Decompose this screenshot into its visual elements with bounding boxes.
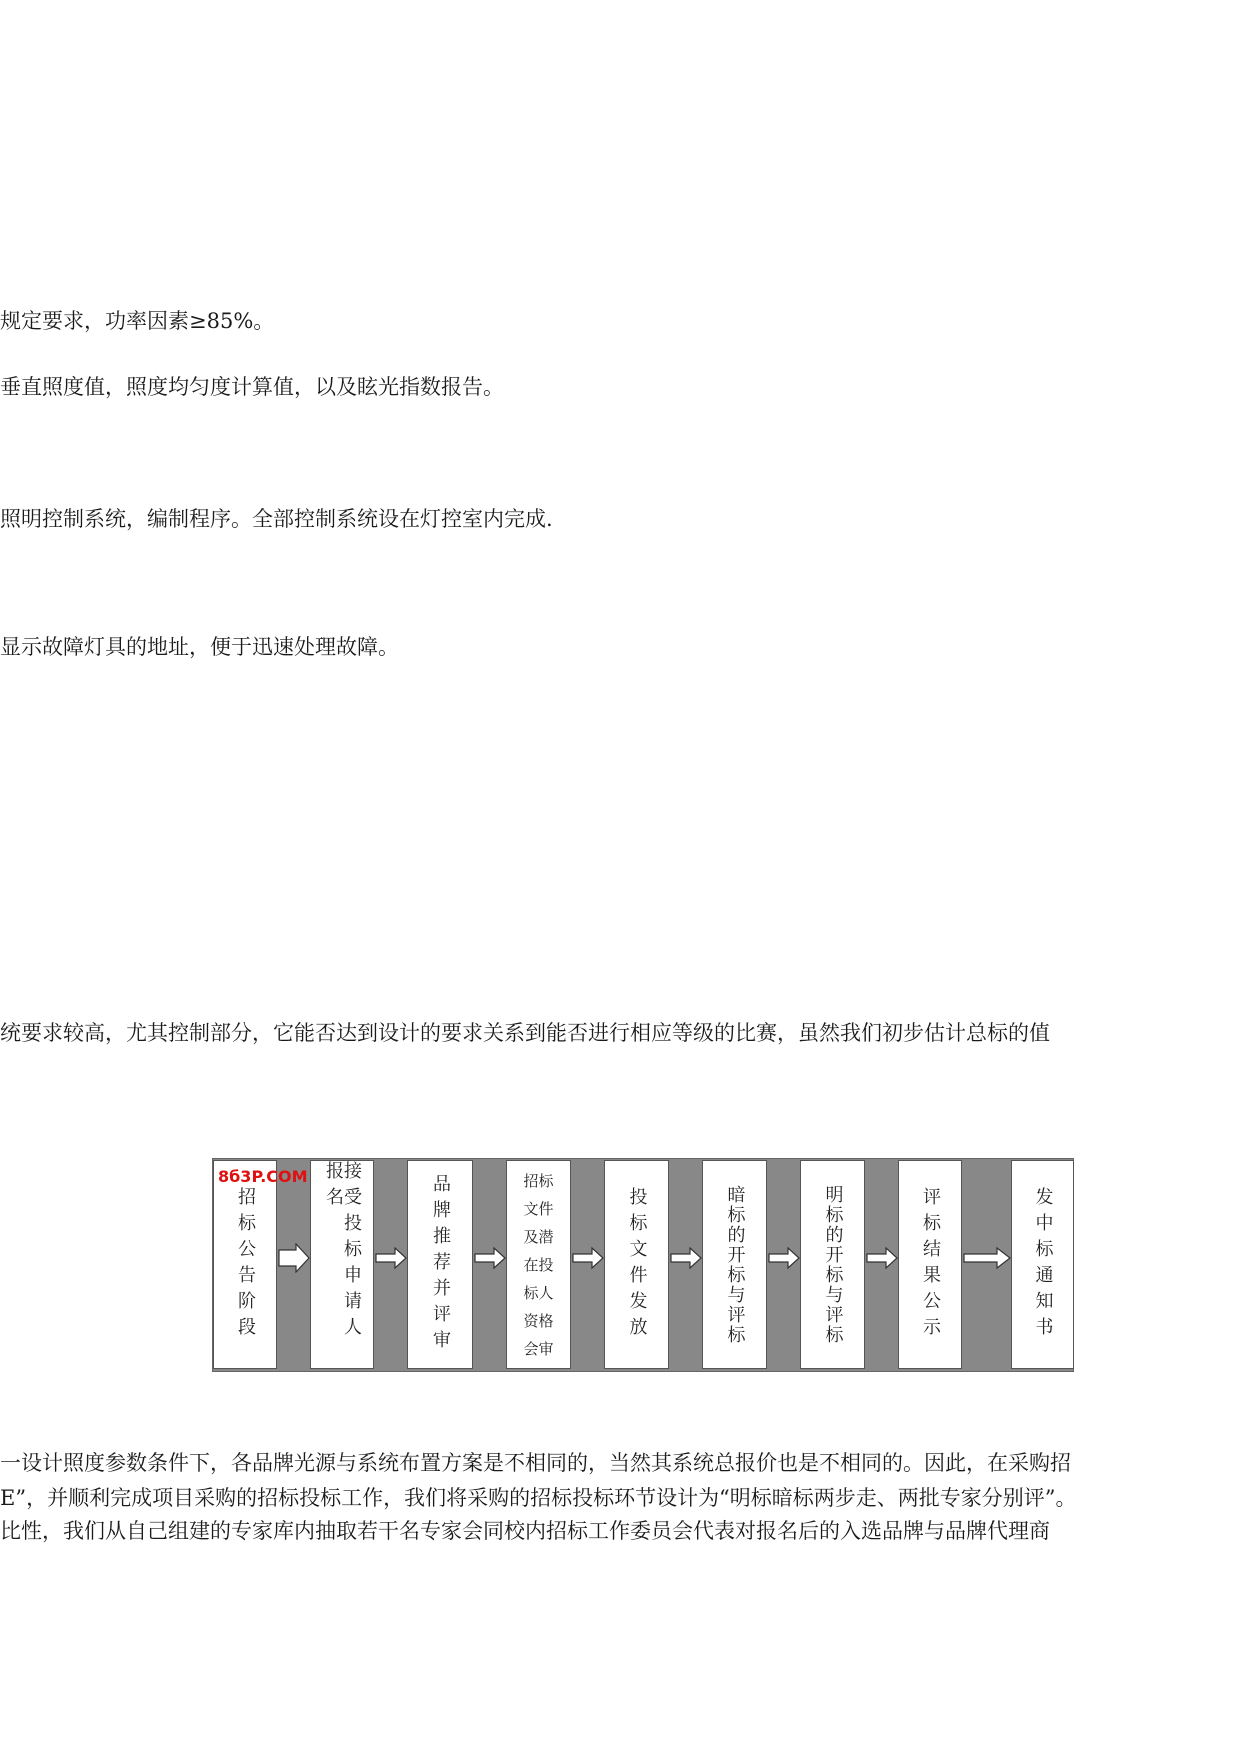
site-watermark: 8б3P.COM [218,1167,308,1186]
flow-step-3-label: 品牌推荐并评审 [430,1173,451,1356]
flow-step-8 [898,1160,962,1369]
flow-step-7-label: 明标的开标与评标 [822,1184,844,1345]
flow-step-4 [506,1160,571,1369]
paragraph-line-8: 比性，我们从自己组建的专家库内抽取若干名专家会同校内招标工作委员会代表对报名后的入选品牌与品牌代理商 [0,1519,1050,1543]
procurement-flowchart [212,1158,1074,1372]
paragraph-line-2: 垂直照度值，照度均匀度计算值，以及眩光指数报告。 [0,375,504,399]
paragraph-line-5: 统要求较高，尤其控制部分，它能否达到设计的要求关系到能否进行相应等级的比赛，虽然我们初步估计总标的值 [0,1021,1050,1045]
flow-step-9-label: 发中标通知书 [1032,1186,1054,1343]
paragraph-line-6: 一设计照度参数条件下，各品牌光源与系统布置方案是不相同的，当然其系统总报价也是不相同的。因此，在采购招 [0,1451,1071,1475]
flow-step-9 [1011,1160,1074,1369]
flow-step-1-label: 招标公告阶段 [235,1186,256,1343]
paragraph-line-4: 显示故障灯具的地址，便于迅速处理故障。 [0,635,399,659]
flow-step-2-label: 接受投标申请人报名 [323,1161,362,1343]
arrow-right-icon [278,1243,310,1273]
flow-step-5 [604,1160,669,1369]
flow-step-6 [702,1160,767,1369]
arrow-right-icon [572,1243,604,1273]
arrow-right-icon [768,1243,800,1273]
flow-step-4-label: 招标 文件 及潜 在投 标人 资格 会审 [523,1171,554,1358]
flow-step-2 [310,1160,374,1369]
flow-step-5-label: 投标文件发放 [626,1186,648,1343]
flow-step-7 [800,1160,865,1369]
arrow-right-icon [866,1243,898,1273]
flow-step-1 [213,1160,277,1369]
arrow-right-icon [670,1243,702,1273]
paragraph-line-7: E”，并顺利完成项目采购的招标投标工作，我们将采购的招标投标环节设计为“明标暗标两步走、两批专家分别评”。 [0,1486,1077,1510]
arrow-right-icon [963,1243,1011,1273]
paragraph-line-3: 照明控制系统，编制程序。全部控制系统设在灯控室内完成. [0,507,553,531]
flow-step-8-label: 评标结果公示 [920,1186,941,1343]
arrow-right-icon [474,1243,506,1273]
arrow-right-icon [375,1243,407,1273]
flow-step-6-label: 暗标的开标与评标 [724,1184,746,1345]
flow-step-3 [407,1160,473,1369]
paragraph-line-1: 规定要求，功率因素≥85%。 [0,309,275,333]
